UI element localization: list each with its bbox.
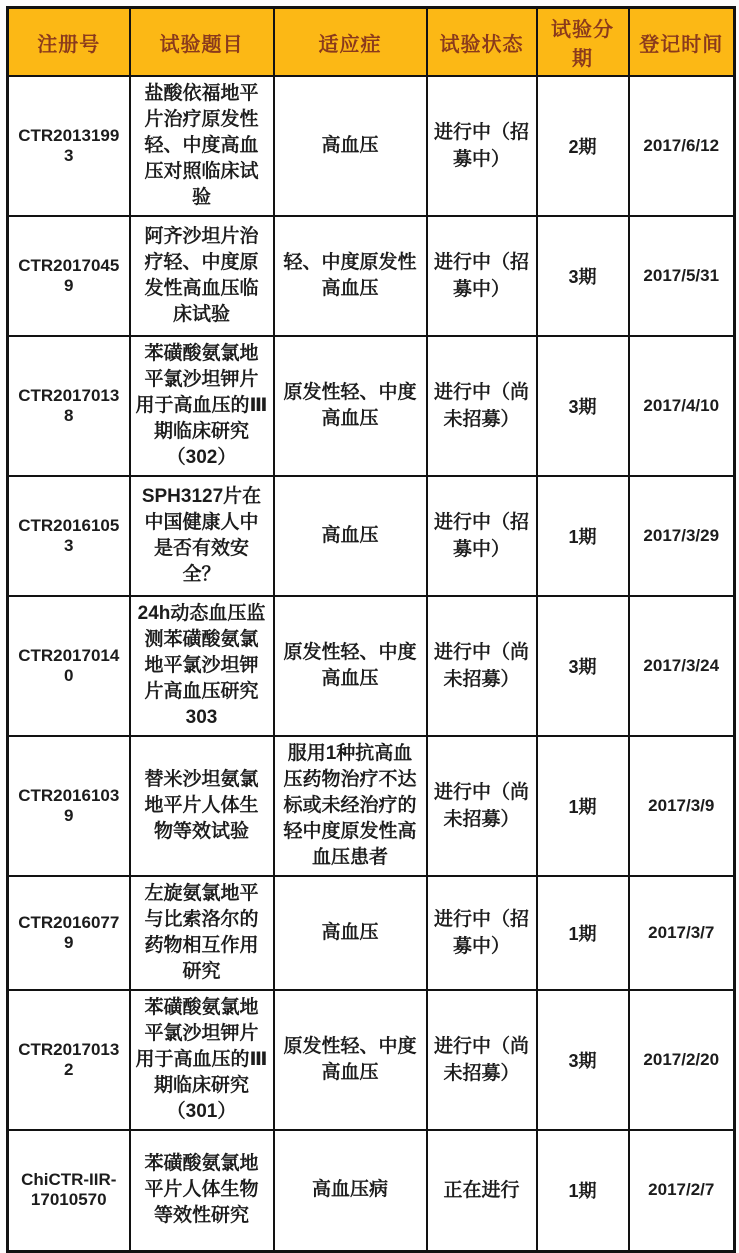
cell-registration-date: 2017/3/24	[629, 596, 735, 736]
cell-indication: 高血压	[274, 876, 427, 990]
cell-registration-date: 2017/3/7	[629, 876, 735, 990]
cell-indication: 原发性轻、中度高血压	[274, 336, 427, 476]
table-header	[8, 8, 735, 77]
cell-registration-date: 2017/2/20	[629, 990, 735, 1130]
header-row	[8, 8, 735, 77]
cell-registration-number: CTR20131993	[8, 76, 130, 216]
table-row	[8, 216, 735, 336]
cell-registration-date: 2017/4/10	[629, 336, 735, 476]
cell-registration-number: CTR20170140	[8, 596, 130, 736]
cell-registration-number: CTR20161053	[8, 476, 130, 596]
cell-registration-number: CTR20161039	[8, 736, 130, 876]
cell-indication: 服用1种抗高血压药物治疗不达标或未经治疗的轻中度原发性高血压患者	[274, 736, 427, 876]
cell-registration-number: CTR20170138	[8, 336, 130, 476]
table-row	[8, 596, 735, 736]
cell-trial-phase: 2期	[537, 76, 629, 216]
cell-indication: 高血压病	[274, 1130, 427, 1251]
table-row	[8, 336, 735, 476]
cell-registration-date: 2017/3/29	[629, 476, 735, 596]
cell-indication: 轻、中度原发性高血压	[274, 216, 427, 336]
cell-trial-status: 进行中（尚未招募）	[427, 990, 537, 1130]
cell-registration-number: CTR20170132	[8, 990, 130, 1130]
cell-indication: 原发性轻、中度高血压	[274, 596, 427, 736]
table-row	[8, 476, 735, 596]
cell-trial-status: 进行中（招募中）	[427, 876, 537, 990]
cell-indication: 高血压	[274, 76, 427, 216]
cell-trial-title: 苯磺酸氨氯地平氯沙坦钾片用于高血压的Ⅲ期临床研究（302）	[130, 336, 274, 476]
header-trial-phase: 试验分期	[537, 8, 629, 77]
cell-trial-status: 进行中（尚未招募）	[427, 736, 537, 876]
cell-trial-title: 盐酸依福地平片治疗原发性轻、中度高血压对照临床试验	[130, 76, 274, 216]
cell-trial-status: 正在进行	[427, 1130, 537, 1251]
cell-trial-title: 阿齐沙坦片治疗轻、中度原发性高血压临床试验	[130, 216, 274, 336]
cell-trial-phase: 1期	[537, 1130, 629, 1251]
cell-trial-phase: 1期	[537, 476, 629, 596]
cell-trial-title: 苯磺酸氨氯地平片人体生物等效性研究	[130, 1130, 274, 1251]
cell-trial-status: 进行中（招募中）	[427, 76, 537, 216]
cell-trial-title: 左旋氨氯地平与比索洛尔的药物相互作用研究	[130, 876, 274, 990]
cell-trial-phase: 1期	[537, 736, 629, 876]
table-row	[8, 76, 735, 216]
table-row	[8, 990, 735, 1130]
cell-registration-number: CTR20160779	[8, 876, 130, 990]
cell-trial-title: 24h动态血压监测苯磺酸氨氯地平氯沙坦钾片高血压研究303	[130, 596, 274, 736]
header-indication: 适应症	[274, 8, 427, 77]
cell-trial-status: 进行中（招募中）	[427, 216, 537, 336]
table-row	[8, 736, 735, 876]
cell-trial-title: 苯磺酸氨氯地平氯沙坦钾片用于高血压的Ⅲ期临床研究（301）	[130, 990, 274, 1130]
table-row	[8, 876, 735, 990]
cell-registration-date: 2017/5/31	[629, 216, 735, 336]
cell-registration-date: 2017/6/12	[629, 76, 735, 216]
cell-trial-phase: 3期	[537, 336, 629, 476]
cell-trial-phase: 1期	[537, 876, 629, 990]
header-registration-number: 注册号	[8, 8, 130, 77]
cell-trial-phase: 3期	[537, 596, 629, 736]
clinical-trials-table	[6, 6, 736, 1253]
table-body	[8, 76, 735, 1251]
cell-registration-date: 2017/2/7	[629, 1130, 735, 1251]
cell-trial-status: 进行中（尚未招募）	[427, 336, 537, 476]
cell-registration-date: 2017/3/9	[629, 736, 735, 876]
cell-trial-title: 替米沙坦氨氯地平片人体生物等效试验	[130, 736, 274, 876]
table-row	[8, 1130, 735, 1251]
cell-registration-number: CTR20170459	[8, 216, 130, 336]
cell-trial-status: 进行中（招募中）	[427, 476, 537, 596]
cell-trial-status: 进行中（尚未招募）	[427, 596, 537, 736]
header-registration-date: 登记时间	[629, 8, 735, 77]
header-trial-status: 试验状态	[427, 8, 537, 77]
header-trial-title: 试验题目	[130, 8, 274, 77]
cell-indication: 原发性轻、中度高血压	[274, 990, 427, 1130]
cell-registration-number: ChiCTR-IIR-17010570	[8, 1130, 130, 1251]
cell-indication: 高血压	[274, 476, 427, 596]
cell-trial-phase: 3期	[537, 216, 629, 336]
cell-trial-phase: 3期	[537, 990, 629, 1130]
cell-trial-title: SPH3127片在中国健康人中是否有效安全？	[130, 476, 274, 596]
